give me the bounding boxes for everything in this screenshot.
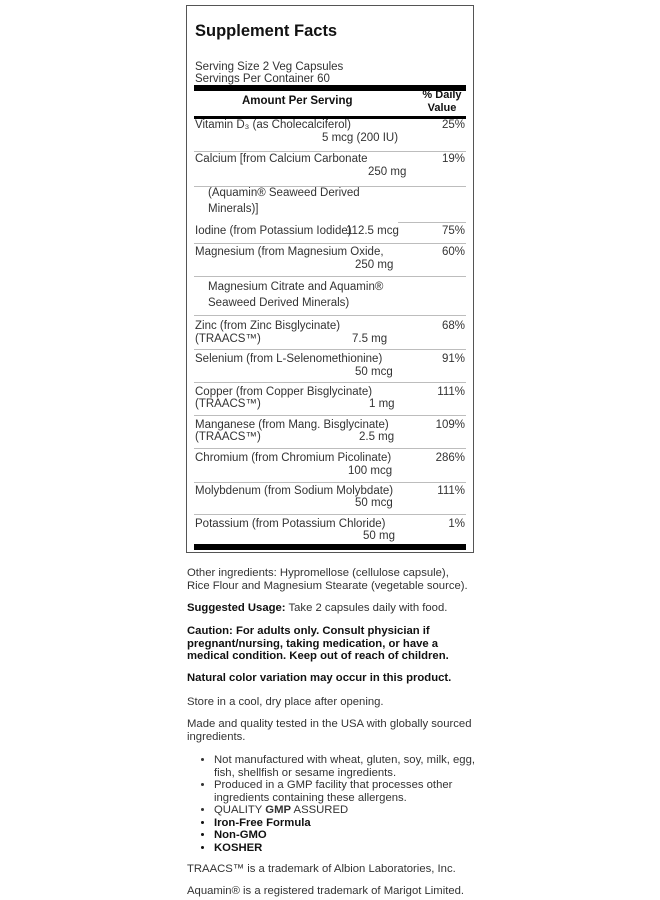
nutrient-source-note: Magnesium Citrate and Aquamin® [208, 281, 384, 293]
row-divider [194, 349, 466, 350]
nutrient-daily-value: 19% [441, 153, 465, 165]
traacs-trademark-note: TRAACS™ is a trademark of Albion Laboratories, Inc. [187, 863, 456, 875]
suggested-usage-label: Suggested Usage: [187, 602, 286, 614]
nutrient-name: Magnesium (from Magnesium Oxide, [195, 246, 384, 258]
nutrient-amount: 250 mg [355, 259, 394, 271]
nutrient-name: Molybdenum (from Sodium Molybdate) [195, 485, 394, 497]
nutrient-form: (TRAACS™) [195, 333, 261, 345]
quality-suffix: ASSURED [291, 804, 349, 816]
list-item: • Not manufactured with wheat, gluten, soy, milk, egg, fish, shellfish or sesame ingredients. [214, 754, 477, 779]
amount-per-serving-header: Amount Per Serving [242, 95, 353, 107]
row-divider [194, 276, 466, 277]
list-item [214, 804, 477, 817]
nutrient-amount: 7.5 mg [352, 333, 388, 345]
nutrient-amount: 50 mg [363, 530, 395, 542]
nutrient-amount: 5 mcg (200 IU) [322, 132, 399, 144]
nutrient-amount: 1 mg [369, 398, 395, 410]
nutrient-source-note: Seaweed Derived Minerals) [208, 297, 350, 309]
suggested-usage [187, 602, 472, 615]
suggested-usage-text: Take 2 capsules daily with food. [285, 602, 448, 614]
row-divider [194, 315, 466, 316]
storage-instructions: Store in a cool, dry place after opening. [187, 696, 384, 708]
nutrient-form: (TRAACS™) [195, 398, 261, 410]
nutrient-amount: 2.5 mg [359, 431, 395, 443]
nutrient-daily-value: 75% [441, 225, 465, 237]
row-divider [194, 448, 466, 449]
list-item: • Iron-Free Formula [214, 817, 477, 830]
nutrient-name: Chromium (from Chromium Picolinate) [195, 452, 392, 464]
list-item: • KOSHER [214, 842, 477, 855]
nutrient-amount: 112.5 mcg [346, 225, 399, 237]
nutrient-daily-value: 111% [437, 485, 465, 497]
row-divider [194, 151, 466, 152]
color-variation-note: Natural color variation may occur in this product. [187, 672, 452, 684]
row-divider [194, 382, 466, 383]
nutrient-name: Manganese (from Mang. Bisglycinate) [195, 419, 389, 431]
nutrient-daily-value: 91% [441, 353, 465, 365]
daily-value-header-line1: % Daily [422, 89, 462, 101]
nutrient-source-note: (Aquamin® Seaweed Derived [208, 187, 360, 199]
nutrient-amount: 250 mg [368, 166, 407, 178]
row-divider [194, 482, 466, 483]
other-ingredients: Other ingredients: Hypromellose (cellulose capsule), Rice Flour and Magnesium Stearate (vegetable source). [187, 567, 468, 592]
nutrient-name: Selenium (from L-Selenomethionine) [195, 353, 383, 365]
daily-value-header [419, 89, 465, 114]
nutrient-daily-value: 111% [437, 386, 465, 398]
aquamin-trademark-note: Aquamin® is a registered trademark of Marigot Limited. [187, 885, 465, 897]
row-divider [398, 222, 466, 223]
serving-size: Serving Size 2 Veg Capsules [195, 61, 344, 73]
nutrient-form: (TRAACS™) [195, 431, 261, 443]
nutrient-name: Potassium (from Potassium Chloride) [195, 518, 386, 530]
servings-per-container: Servings Per Container 60 [195, 73, 330, 85]
claims-list [187, 754, 477, 854]
nutrient-name: Vitamin D₃ (as Cholecalciferol) [195, 119, 351, 131]
nutrient-daily-value: 25% [441, 119, 465, 131]
row-divider [194, 243, 466, 244]
nutrient-daily-value: 68% [441, 320, 465, 332]
supplement-facts-panel [186, 5, 474, 553]
nutrient-daily-value: 60% [441, 246, 465, 258]
nutrient-name: Zinc (from Zinc Bisglycinate) [195, 320, 341, 332]
row-divider [194, 514, 466, 515]
nutrient-name: Copper (from Copper Bisglycinate) [195, 386, 373, 398]
nutrient-daily-value: 1% [448, 518, 465, 530]
quality-gmp: GMP [265, 804, 292, 816]
nutrient-amount: 50 mcg [355, 366, 393, 378]
nutrient-amount: 100 mcg [348, 465, 393, 477]
nutrient-amount: 50 mcg [355, 497, 393, 509]
row-divider [194, 415, 466, 416]
list-item: • Non-GMO [214, 829, 477, 842]
thick-divider-bottom [194, 544, 466, 550]
nutrient-daily-value: 109% [435, 419, 465, 431]
nutrient-daily-value: 286% [435, 452, 465, 464]
daily-value-header-line2: Value [427, 101, 457, 114]
quality-prefix: QUALITY [214, 804, 266, 816]
nutrient-name: Calcium [from Calcium Carbonate [195, 153, 368, 165]
made-in-usa-note: Made and quality tested in the USA with globally sourced ingredients. [187, 718, 472, 743]
nutrient-source-note: Minerals)] [208, 203, 259, 215]
caution-warning: Caution: For adults only. Consult physician if pregnant/nursing, taking medication, or have a medical condition. Keep out of reach of children. [187, 625, 449, 662]
nutrient-name: Iodine (from Potassium Iodide) [195, 225, 352, 237]
facts-title: Supplement Facts [195, 22, 338, 40]
list-item: • Produced in a GMP facility that processes other ingredients containing these allergens. [214, 779, 477, 804]
